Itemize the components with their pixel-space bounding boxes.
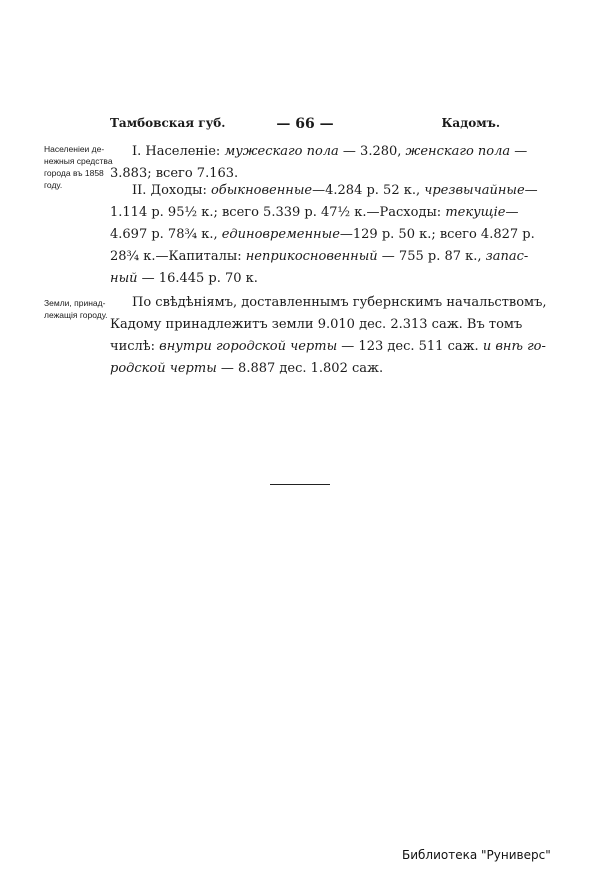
text-span: мужескаго пола: [224, 144, 339, 159]
text-span: запас-: [485, 249, 529, 264]
text-span: I. Населеніе:: [132, 144, 225, 159]
section-divider: [270, 484, 330, 485]
text-line: [110, 141, 528, 163]
text-line: [110, 358, 500, 380]
paragraph-population: [110, 141, 528, 185]
text-line: [110, 180, 538, 202]
text-span: текущіе: [445, 205, 506, 220]
text-line: Кадому принадлежитъ земли 9.010 дес. 2.313 саж. Въ томъ: [110, 317, 523, 332]
text-span: 28¾ к.—Капиталы:: [110, 249, 246, 264]
text-span: ный: [110, 271, 138, 286]
text-span: —4.284 р. 52 к.,: [312, 183, 425, 198]
paragraph-lands: [110, 292, 547, 380]
header-province: Тамбовская губ.: [110, 116, 226, 130]
text-span: родской черты: [110, 361, 217, 376]
library-watermark: Библиотека "Руниверс": [402, 848, 551, 862]
paragraph-finances: [110, 180, 538, 290]
text-span: числѣ:: [110, 339, 160, 354]
text-line: [110, 224, 535, 246]
text-line: [110, 202, 519, 224]
text-span: — 755 р. 87 к.,: [377, 249, 486, 264]
text-span: обыкновенные: [210, 183, 313, 198]
margin-note-line: году.: [44, 180, 63, 190]
text-span: женскаго пола: [405, 144, 511, 159]
margin-note-line: города въ 1858: [44, 168, 104, 178]
text-span: 4.697 р. 78¾ к.,: [110, 227, 222, 242]
margin-note-line: лежащія городу.: [44, 310, 108, 320]
margin-note-lands: [44, 297, 107, 321]
text-span: неприкосновенный: [245, 249, 378, 264]
text-line: [110, 246, 529, 268]
text-span: и внѣ го-: [482, 339, 546, 354]
text-span: — 8.887 дес. 1.802 саж.: [216, 361, 384, 376]
text-span: — 3.280,: [338, 144, 406, 159]
header-town: Кадомъ.: [441, 116, 500, 130]
margin-note-population: [44, 143, 113, 191]
text-line: [110, 268, 500, 290]
margin-note-line: нежныя средства: [44, 156, 113, 166]
text-span: чрезвычайные: [424, 183, 525, 198]
text-line: [110, 336, 546, 358]
margin-note-line: Земли, принад-: [44, 298, 106, 308]
text-line: 3.883; всего 7.163.: [110, 166, 239, 181]
text-span: 1.114 р. 95½ к.; всего 5.339 р. 47½ к.—Расходы:: [110, 205, 446, 220]
text-span: —129 р. 50 к.; всего 4.827 р.: [339, 227, 535, 242]
text-span: II. Доходы:: [132, 183, 211, 198]
text-span: —: [524, 183, 538, 198]
margin-note-line: Населеніеи де-: [44, 144, 105, 154]
text-span: — 16.445 р. 70 к.: [137, 271, 258, 286]
text-span: —: [505, 205, 519, 220]
text-line: По свѣдѣніямъ, доставленнымъ губернскимъ начальствомъ,: [132, 295, 547, 310]
text-span: внутри городской черты: [159, 339, 338, 354]
page-header: [110, 116, 500, 136]
text-span: —: [510, 144, 528, 159]
text-span: единовременные: [221, 227, 340, 242]
page-number: — 66 —: [276, 116, 334, 132]
text-span: — 123 дес. 511 саж.: [337, 339, 483, 354]
